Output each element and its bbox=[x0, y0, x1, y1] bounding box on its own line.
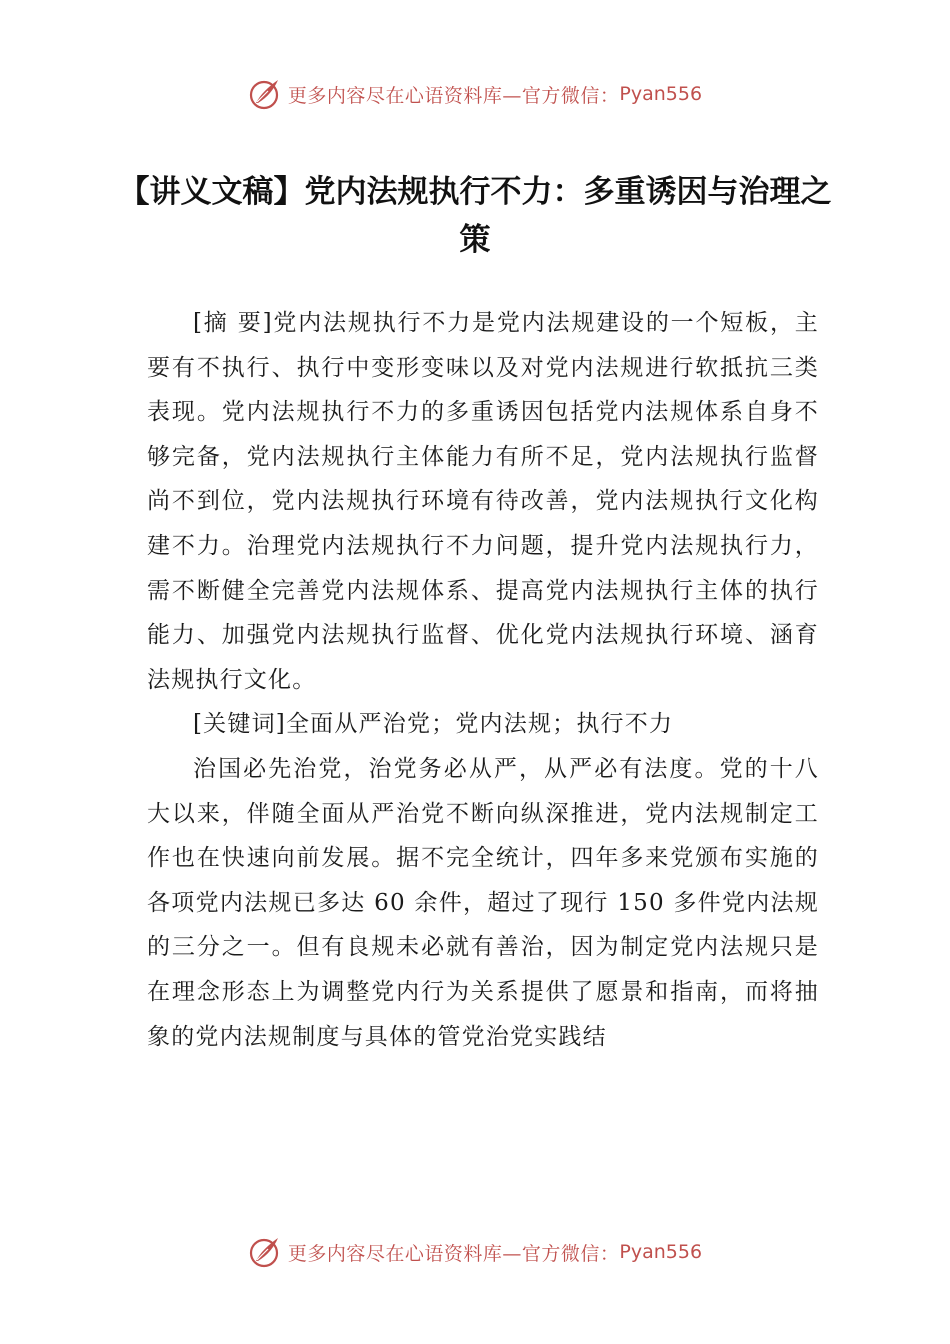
keywords-paragraph: [关键词]全面从严治党；党内法规；执行不力 bbox=[193, 711, 674, 738]
header-banner bbox=[0, 74, 950, 114]
body-paragraph: 治国必先治党，治党务必从严，从严必有法度。党的十八大以来，伴随全面从严治党不断向纵深推进，党内法规制定工作也在快速向前发展。据不完全统计，四年多来党颁布实施的各项党内法规已多达 60 余件，超过了现行 150 多件党内法规的三分之一。但有良规未必就有善治，因为制定党内法规只是在理念形态上为调整党内行为关系提供了愿景和指南，而将抽象的党内法规制度与具体的管党治党实践结 bbox=[147, 755, 819, 1050]
banner-text: 更多内容尽在心语资料库—官方微信： bbox=[287, 84, 620, 107]
abstract-paragraph: [摘 要]党内法规执行不力是党内法规建设的一个短板，主要有不执行、执行中变形变味以及对党内法规进行软抵抗三类表现。党内法规执行不力的多重诱因包括党内法规体系自身不够完备，党内法规执行主体能力有所不足，党内法规执行监督尚不到位，党内法规执行环境有待改善，党内法规执行文化构建不力。治理党内法规执行不力问题，提升党内法规执行力，需不断健全完善党内法规体系、提高党内法规执行主体的执行能力、加强党内法规执行监督、优化党内法规执行环境、涵育法规执行文化。 bbox=[147, 310, 819, 693]
document-title: 【讲义文稿】党内法规执行不力：多重诱因与治理之策 bbox=[118, 174, 832, 258]
banner-text: 更多内容尽在心语资料库—官方微信： bbox=[287, 1242, 620, 1265]
quill-logo-icon bbox=[248, 77, 282, 111]
banner-handle: Pyan556 bbox=[619, 83, 703, 105]
footer-banner bbox=[0, 1232, 950, 1272]
quill-logo-icon bbox=[248, 1235, 282, 1269]
banner-handle: Pyan556 bbox=[619, 1241, 703, 1263]
document-body bbox=[147, 301, 819, 1059]
